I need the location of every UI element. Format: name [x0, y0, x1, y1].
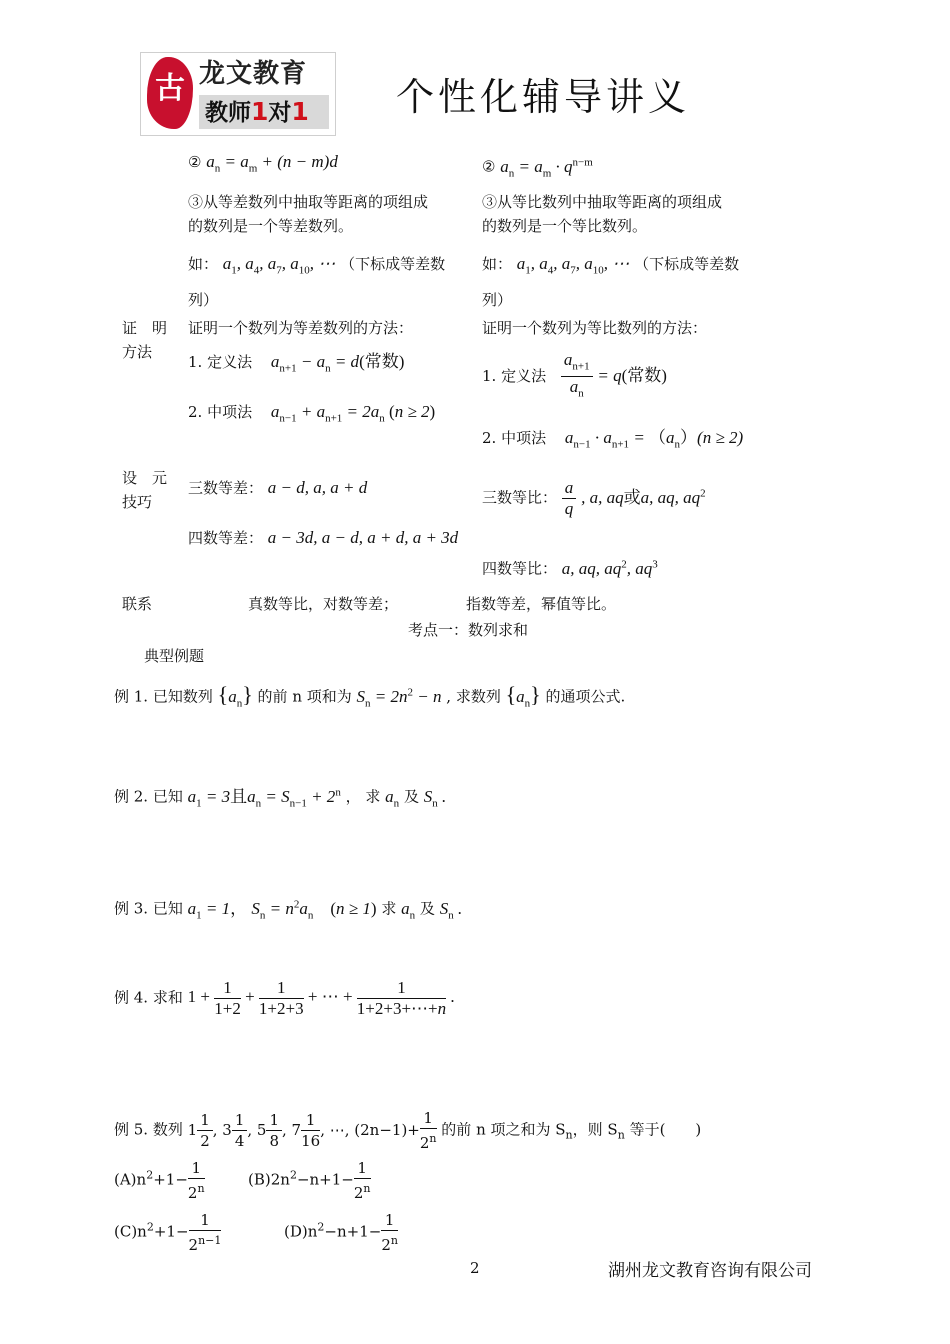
- link-right: 指数等差，幂值等比。: [466, 595, 617, 613]
- section-subheading: 典型例题: [144, 647, 205, 665]
- example-4-frac-3: $\frac{1}{1+2+3+\cdots+n}$: [356, 978, 447, 1018]
- left-four-label: 四数等差：: [188, 529, 264, 547]
- logo: [140, 52, 336, 136]
- left-definition-label: 1. 定义法: [188, 353, 253, 371]
- right-prop2-marker: ②: [482, 157, 496, 176]
- left-middle-formula: $a_{n-1} + a_{n+1} = 2a_n$ (n ≥ 2): [270, 402, 436, 425]
- page-number: 2: [470, 1259, 480, 1277]
- row-label-proof-1: 证 明: [122, 319, 168, 337]
- example-3-an: $a_n$: [401, 898, 416, 922]
- example-5-prefix: 例 5. 数列: [114, 1120, 183, 1139]
- left-middle-method: [188, 402, 435, 428]
- example-4-formula: 1 + $\frac{1}{1+2}$ + $\frac{1}{1+2+3}$ + ⋯ + $\frac{1}{1+2+3+\cdots+n}$ .: [187, 978, 455, 1018]
- right-four-formula: a, aq, $aq^2$, $aq^3$: [561, 558, 658, 578]
- left-example-formula: $a_1$, $a_4$, $a_7$, $a_{10}$, ⋯: [222, 254, 336, 277]
- logo-seal: [147, 57, 193, 129]
- right-four-label: 四数等比：: [482, 559, 558, 578]
- right-middle-label: 2. 中项法: [482, 429, 547, 447]
- left-four-formula: a − 3d, a − d, a + d, a + 3d: [267, 528, 459, 547]
- logo-seal-char: 古: [155, 71, 185, 106]
- example-1: [114, 682, 625, 713]
- example-2-given: $a_1 = 3$且$a_n = S_{n-1} + 2^n$: [187, 786, 341, 810]
- company-name: 湖州龙文教育咨询有限公司: [608, 1261, 812, 1281]
- right-three-fraction: $\frac{a}{q}$: [562, 478, 577, 519]
- option-d-label: (D)n: [284, 1222, 318, 1241]
- left-prop2-marker: ②: [188, 153, 202, 171]
- right-prop3-line1: ③从等比数列中抽取等距离的项组成: [482, 193, 723, 211]
- example-3-prefix: 例 3. 已知: [114, 899, 183, 918]
- example-3-sn: $S_n$ .: [439, 898, 463, 922]
- example-5-formula: 1 $\frac{1}{2}$ , 3 $\frac{1}{4}$ , 5 $\frac{1}{8}$ , 7 $\frac{1}{16}$ , ⋯, (2n−1)+ $\frac{1}{2^n}$: [187, 1109, 437, 1152]
- row-label-set-2: 技巧: [122, 493, 153, 511]
- row-label-set-1: 设 元: [122, 469, 168, 487]
- example-2-ask: ， 求: [345, 787, 381, 806]
- example-4-frac-1: $\frac{1}{1+2}$: [214, 978, 241, 1018]
- right-definition-method: [482, 350, 667, 404]
- right-four-terms: [482, 554, 658, 579]
- logo-tagline-num2: 1: [291, 97, 309, 126]
- left-example-tail: 列）: [188, 291, 219, 309]
- example-1-sequence-2: $\{a_n\}$: [505, 681, 541, 710]
- option-b-label: (B)2n: [248, 1170, 290, 1189]
- right-definition-formula: = q(常数): [597, 365, 667, 385]
- example-1-suffix: 的通项公式.: [545, 687, 626, 706]
- example-5-suffix: 等于( ): [629, 1120, 702, 1139]
- right-prop3-line2: 的数列是一个等比数列。: [482, 217, 648, 235]
- right-three-terms: [482, 478, 706, 519]
- row-label-proof-2: 方法: [122, 343, 153, 361]
- example-1-sum: $S_n = 2n^2 - n$: [356, 686, 442, 710]
- right-middle-formula: $a_{n-1} \cdot a_{n+1} = (a_n)(n \ge 2)$: [564, 428, 744, 451]
- right-three-formula: , a, aq或a, aq, $aq^2$: [581, 486, 706, 507]
- left-middle-label: 2. 中项法: [188, 403, 253, 421]
- option-c: $(C)n^2+1-$ $\frac{1}{2^{n-1}}$: [114, 1211, 222, 1254]
- logo-tagline: [199, 95, 329, 129]
- logo-tagline-num1: 1: [251, 97, 269, 126]
- option-d: $(D)n^2-n+1-$ $\frac{1}{2^n}$: [284, 1211, 398, 1254]
- example-3-ask: 求: [381, 899, 397, 918]
- left-example-suffix: （下标成等差数: [340, 255, 446, 273]
- example-2-sn: $S_n$ .: [423, 786, 447, 810]
- right-example: [482, 254, 739, 280]
- right-prop2-formula: $a_n = a_m \cdot q^{n-m}$: [500, 156, 593, 180]
- left-prop3-line2: 的数列是一个等差数列。: [188, 217, 354, 235]
- left-example-prefix: 如：: [188, 255, 219, 273]
- example-1-ask: , 求数列: [446, 687, 501, 706]
- option-c-label: (C)n: [114, 1222, 147, 1241]
- right-example-formula: $a_1$, $a_4$, $a_7$, $a_{10}$, ⋯: [516, 254, 630, 277]
- left-four-terms: [188, 528, 458, 548]
- left-prop2-formula: $a_n = a_m + (n - m)d$: [206, 152, 338, 175]
- right-proof-intro: 证明一个数列为等比数列的方法：: [482, 319, 708, 337]
- example-2-and: 及: [403, 787, 419, 806]
- right-middle-method: [482, 428, 743, 454]
- row-label-link: 联系: [122, 595, 153, 613]
- example-4: [114, 978, 455, 1019]
- link-left: 真数等比，对数等差；: [248, 595, 399, 613]
- right-definition-fraction: $\frac{a_{n+1}}{a_n}$: [561, 350, 593, 404]
- example-2-an: $a_n$: [385, 786, 400, 810]
- left-definition-formula: $a_{n+1} - a_n = d$(常数): [270, 352, 405, 375]
- page-title: 个性化辅导讲义: [396, 75, 691, 119]
- example-4-frac-2: $\frac{1}{1+2+3}$: [258, 978, 304, 1018]
- option-a-label: (A)n: [114, 1170, 147, 1189]
- example-5-then: ，则 S: [572, 1120, 618, 1139]
- example-1-sequence: $\{a_n\}$: [217, 681, 253, 710]
- example-2: [114, 782, 446, 813]
- right-example-tail: 列）: [482, 291, 513, 309]
- example-4-prefix: 例 4. 求和: [114, 988, 183, 1007]
- option-b: $(B)2n^2-n+1-$ $\frac{1}{2^n}$: [248, 1159, 371, 1202]
- example-2-prefix: 例 2. 已知: [114, 787, 183, 806]
- left-definition-method: [188, 352, 404, 378]
- right-example-suffix: （下标成等差数: [634, 255, 740, 273]
- left-three-label: 三数等差：: [188, 479, 264, 497]
- left-prop2: [188, 152, 338, 178]
- section-heading: 考点一：数列求和: [408, 621, 529, 639]
- example-5-middle: 的前 n 项之和为 S: [441, 1120, 566, 1139]
- left-prop3-line1: ③从等差数列中抽取等距离的项组成: [188, 193, 429, 211]
- option-a: $(A)n^2+1-$ $\frac{1}{2^n}$: [114, 1159, 205, 1202]
- logo-tagline-prefix: 教师: [205, 100, 251, 126]
- example-1-prefix: 例 1. 已知数列: [114, 687, 213, 706]
- example-3-and: 及: [419, 899, 435, 918]
- right-example-prefix: 如：: [482, 255, 513, 273]
- example-1-middle: 的前 n 项和为: [257, 687, 352, 706]
- right-definition-label: 1. 定义法: [482, 366, 547, 385]
- left-example: [188, 254, 445, 280]
- right-prop2: [482, 152, 593, 183]
- left-three-formula: a − d, a, a + d: [267, 478, 368, 497]
- example-3: [114, 894, 462, 925]
- example-3-given: $a_1 = 1$， $S_n = n^2a_n$ (n ≥ 1): [187, 898, 377, 922]
- example-5: 例 5. 数列 1 $\frac{1}{2}$ , 3 $\frac{1}{4}$ , 5 $\frac{1}{8}$ , 7 $\frac{1}{16}$ , ⋯, (2n−1)+ $\frac{1}{2^n}$ 的前 n 项之和为 $S_n$，则 $S_n$ 等于( ): [114, 1109, 702, 1152]
- logo-brand: 龙文教育: [199, 59, 308, 89]
- left-proof-intro: 证明一个数列为等差数列的方法：: [188, 319, 414, 337]
- right-three-label: 三数等比：: [482, 488, 558, 507]
- logo-tagline-mid: 对: [268, 100, 292, 126]
- left-three-terms: [188, 478, 367, 498]
